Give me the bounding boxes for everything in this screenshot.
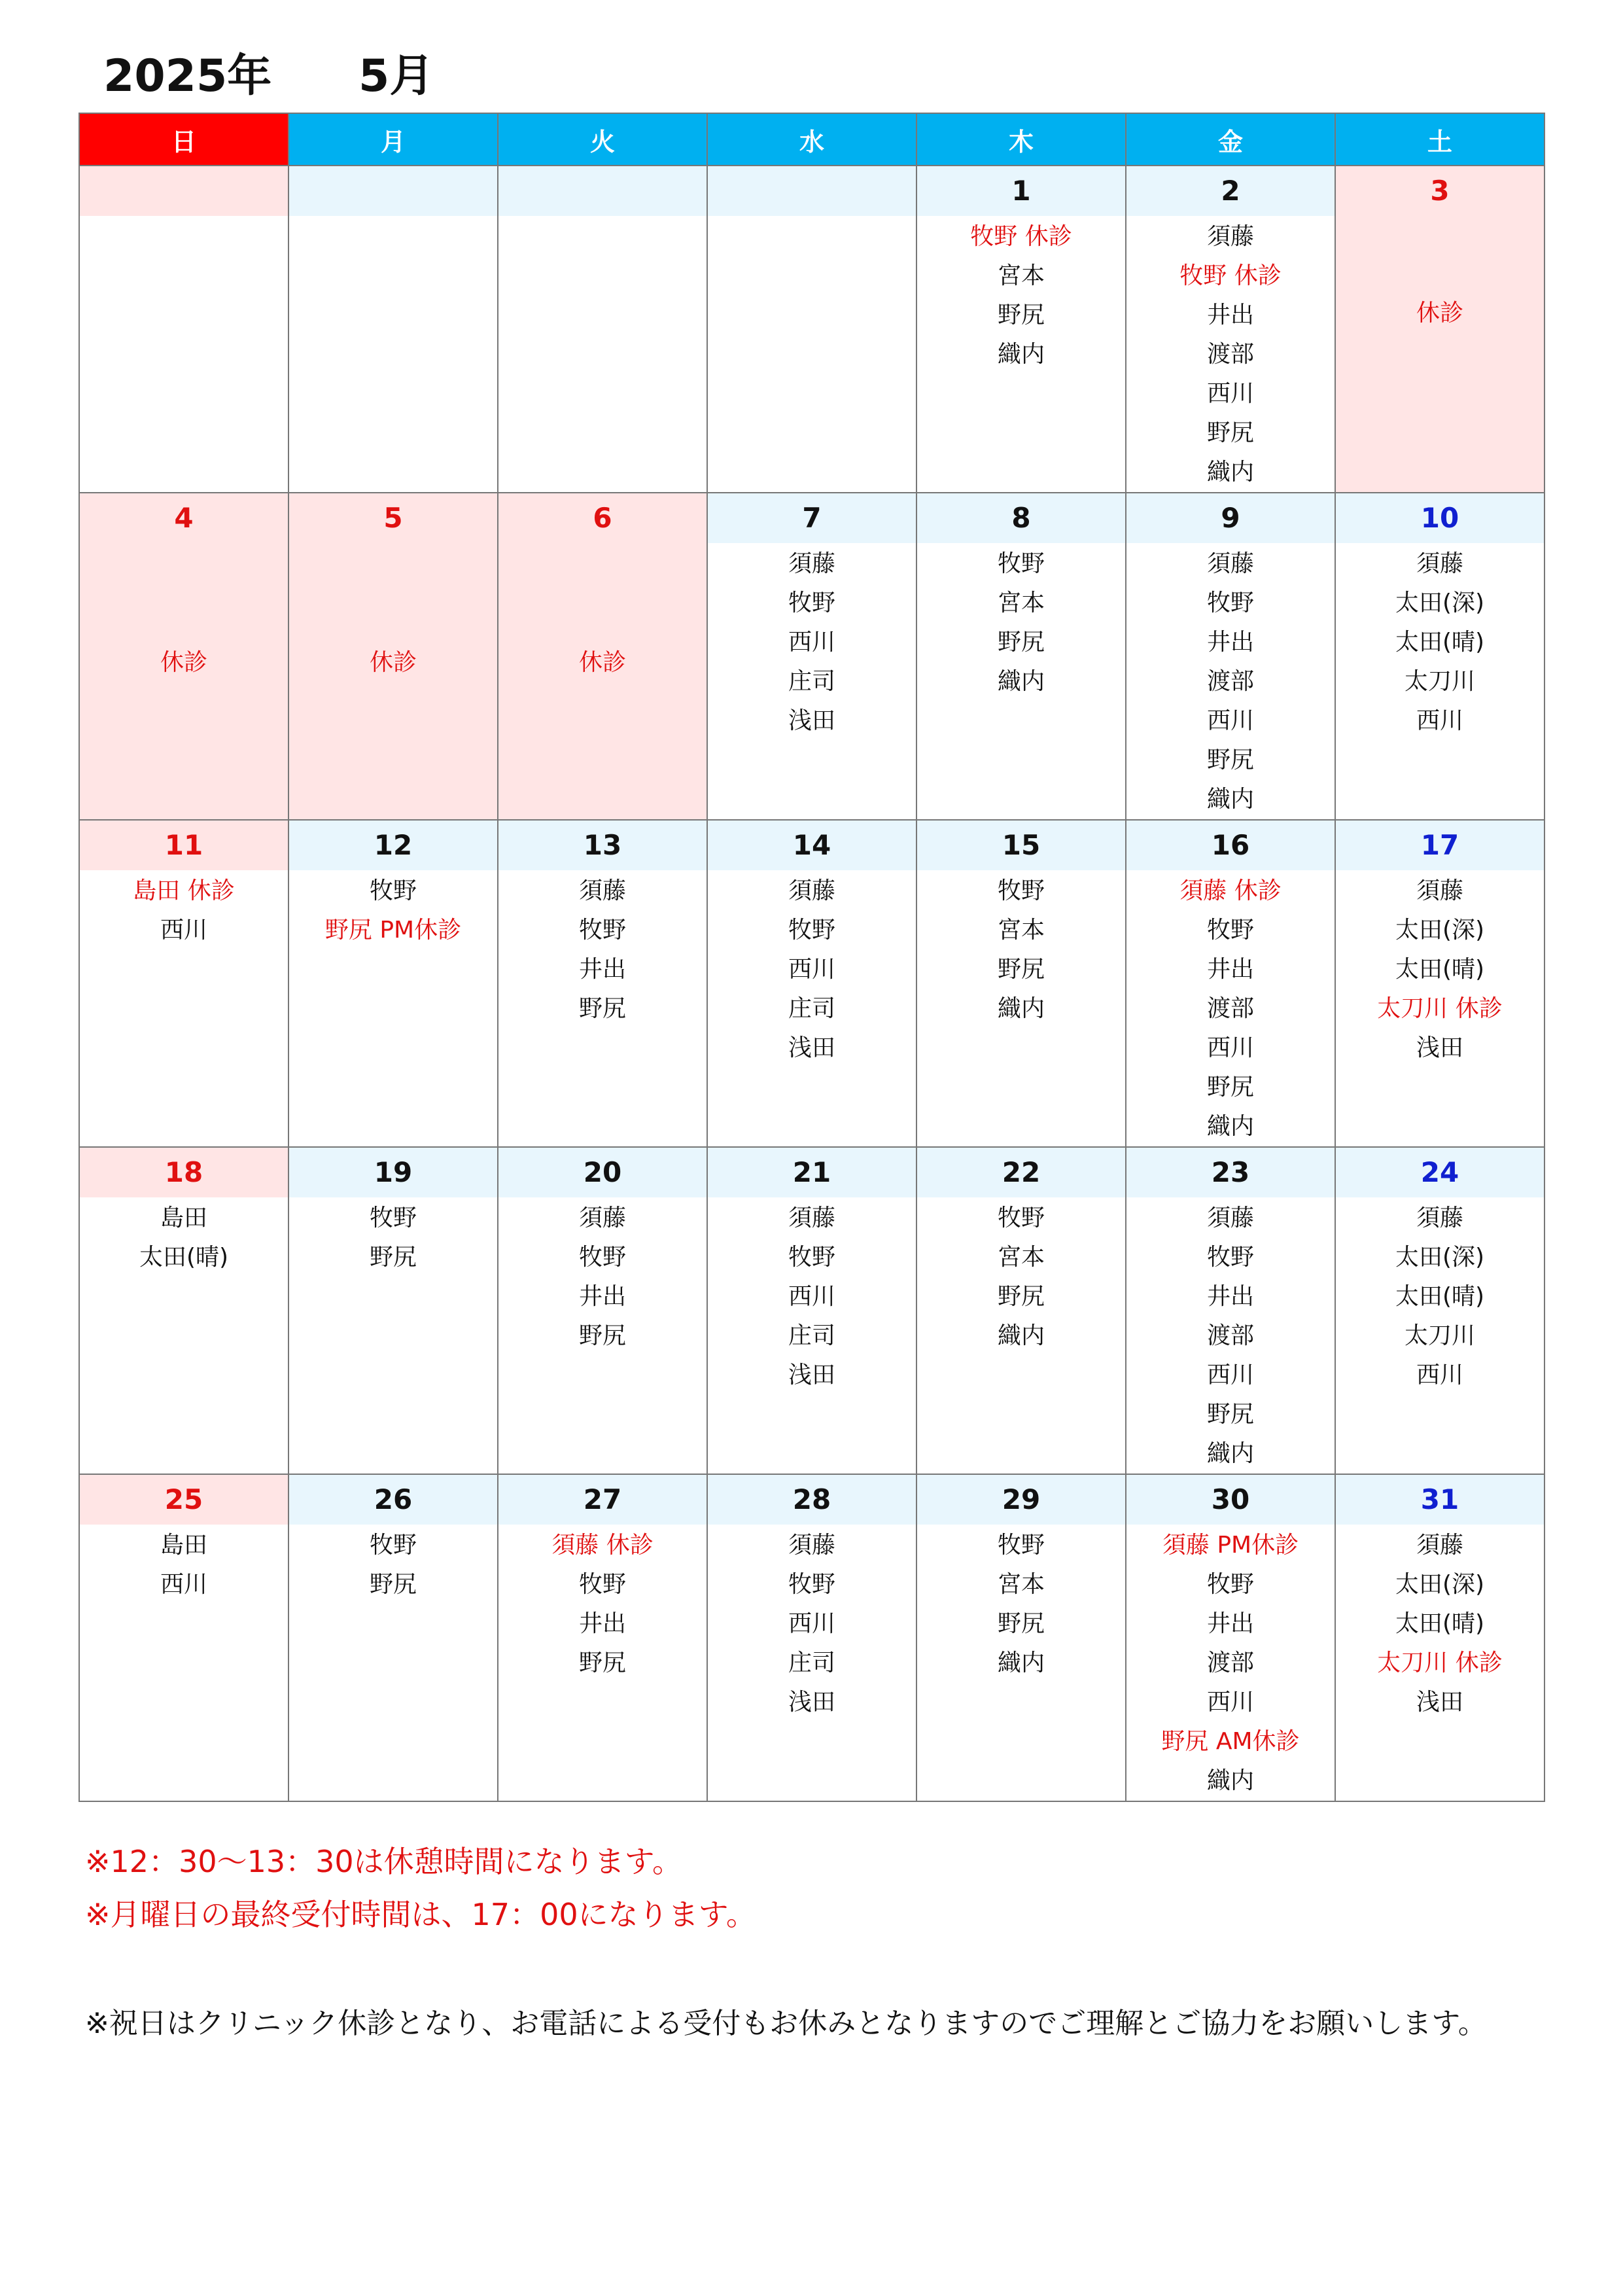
- day-number: 25: [80, 1475, 288, 1525]
- staff-closure-entry: 牧野 休診: [970, 223, 1072, 250]
- staff-entry: 野尻: [369, 1244, 417, 1271]
- staff-entry: 井出: [578, 1283, 626, 1310]
- day-number: 18: [80, 1148, 288, 1197]
- staff-entry: 井出: [1206, 629, 1254, 656]
- day-cell: [916, 1147, 1126, 1474]
- staff-entry: 宮本: [997, 1571, 1045, 1598]
- day-cell: [1335, 820, 1544, 1147]
- staff-closure-entry: 野尻 PM休診: [324, 917, 462, 944]
- calendar-table: [79, 113, 1545, 1802]
- staff-entry: 牧野: [788, 590, 835, 616]
- staff-entry: 太田(深): [1395, 1571, 1485, 1598]
- staff-entry: 牧野: [369, 1532, 417, 1559]
- staff-list: [80, 216, 288, 217]
- day-cell: [79, 1474, 288, 1801]
- staff-entry: 庄司: [788, 668, 835, 695]
- staff-entry: 牧野: [1206, 1244, 1254, 1271]
- staff-closure-entry: 野尻 AM休診: [1161, 1728, 1300, 1755]
- staff-list: [708, 870, 916, 1068]
- day-cell: [288, 1147, 498, 1474]
- staff-entry: 牧野: [788, 1244, 835, 1271]
- staff-list: [498, 1197, 707, 1356]
- calendar-week-row: [79, 166, 1544, 493]
- staff-entry: 庄司: [788, 1650, 835, 1676]
- staff-entry: 浅田: [1416, 1689, 1463, 1716]
- staff-entry: 西川: [1206, 1034, 1254, 1061]
- staff-entry: 西川: [1206, 1689, 1254, 1716]
- staff-list: [289, 1197, 497, 1277]
- day-number: [289, 166, 497, 216]
- staff-entry: 宮本: [997, 590, 1045, 616]
- calendar-week-row: [79, 493, 1544, 820]
- staff-entry: 織内: [1206, 786, 1254, 813]
- day-number: 2: [1126, 166, 1335, 216]
- staff-entry: 野尻: [997, 956, 1045, 983]
- staff-closure-entry: 須藤 休診: [1179, 877, 1282, 904]
- staff-list: [708, 1525, 916, 1722]
- weekday-thursday: 木: [916, 113, 1126, 166]
- staff-entry: 渡部: [1206, 341, 1254, 368]
- staff-entry: 野尻: [997, 629, 1045, 656]
- staff-entry: 太田(晴): [1395, 1610, 1485, 1637]
- staff-entry: 宮本: [997, 917, 1045, 944]
- day-cell: [498, 493, 707, 820]
- staff-entry: 太田(深): [1395, 590, 1485, 616]
- day-number: [708, 166, 916, 216]
- day-cell: [79, 1147, 288, 1474]
- staff-entry: 野尻: [1206, 1401, 1254, 1428]
- staff-entry: 野尻: [1206, 1074, 1254, 1101]
- staff-entry: 須藤: [788, 1205, 835, 1231]
- staff-entry: 須藤: [1206, 223, 1254, 250]
- day-number: 12: [289, 821, 497, 870]
- staff-entry: 牧野: [997, 550, 1045, 577]
- day-number: 27: [498, 1475, 707, 1525]
- day-cell: [1126, 1474, 1335, 1801]
- staff-list: [917, 543, 1125, 701]
- day-cell: [288, 493, 498, 820]
- day-cell: [288, 1474, 498, 1801]
- day-number: 5: [289, 493, 497, 543]
- note-monday-reception: ※月曜日の最終受付時間は、17：00になります。: [85, 1897, 756, 1932]
- staff-entry: 井出: [578, 1610, 626, 1637]
- day-cell: [707, 166, 916, 493]
- staff-closure-entry: 太刀川 休診: [1377, 995, 1503, 1022]
- staff-entry: 浅田: [1416, 1034, 1463, 1061]
- staff-closure-entry: 須藤 PM休診: [1162, 1532, 1299, 1559]
- staff-entry: 太田(晴): [1395, 956, 1485, 983]
- day-number: 9: [1126, 493, 1335, 543]
- day-cell: [1335, 493, 1544, 820]
- staff-list: [708, 543, 916, 741]
- closed-label: 休診: [160, 649, 207, 676]
- closed-label: 休診: [1416, 300, 1463, 327]
- staff-entry: 西川: [1416, 707, 1463, 734]
- day-number: 21: [708, 1148, 916, 1197]
- staff-entry: 織内: [997, 341, 1045, 368]
- staff-entry: 宮本: [997, 262, 1045, 289]
- staff-entry: 太田(晴): [1395, 629, 1485, 656]
- staff-entry: 牧野: [578, 1571, 626, 1598]
- day-number: 8: [917, 493, 1125, 543]
- staff-entry: 西川: [1206, 1362, 1254, 1388]
- day-cell: [79, 166, 288, 493]
- staff-entry: 島田: [160, 1532, 207, 1559]
- staff-entry: 宮本: [997, 1244, 1045, 1271]
- day-number: 17: [1336, 821, 1544, 870]
- staff-entry: 野尻: [578, 1650, 626, 1676]
- note-holiday-notice: ※祝日はクリニック休診となり、お電話による受付もお休みとなりますのでご理解とご協力をお願いします。: [85, 2007, 1487, 2040]
- day-number: 15: [917, 821, 1125, 870]
- staff-entry: 井出: [1206, 956, 1254, 983]
- day-number: 20: [498, 1148, 707, 1197]
- staff-list: [498, 1525, 707, 1683]
- weekday-tuesday: 火: [498, 113, 707, 166]
- staff-entry: 牧野: [578, 1244, 626, 1271]
- staff-entry: 須藤: [578, 1205, 626, 1231]
- staff-list: [917, 216, 1125, 374]
- staff-list: [1336, 1197, 1544, 1395]
- staff-entry: 渡部: [1206, 668, 1254, 695]
- day-cell: [498, 1474, 707, 1801]
- staff-entry: 須藤: [1416, 1205, 1463, 1231]
- day-cell: [1126, 166, 1335, 493]
- staff-entry: 野尻: [1206, 747, 1254, 773]
- staff-entry: 太田(晴): [1395, 1283, 1485, 1310]
- staff-entry: 浅田: [788, 707, 835, 734]
- staff-list: [1336, 870, 1544, 1068]
- staff-closure-entry: 須藤 休診: [551, 1532, 654, 1559]
- weekday-friday: 金: [1126, 113, 1335, 166]
- day-cell: [288, 820, 498, 1147]
- staff-list: [1126, 1197, 1335, 1474]
- day-cell: [498, 820, 707, 1147]
- staff-entry: 織内: [997, 995, 1045, 1022]
- closed-label: 休診: [578, 649, 626, 676]
- month-title: 5月: [358, 50, 434, 102]
- day-number: 10: [1336, 493, 1544, 543]
- day-cell: [916, 166, 1126, 493]
- day-number: 24: [1336, 1148, 1544, 1197]
- staff-entry: 牧野: [369, 877, 417, 904]
- staff-entry: 庄司: [788, 1322, 835, 1349]
- day-cell: [79, 493, 288, 820]
- staff-entry: 渡部: [1206, 1650, 1254, 1676]
- staff-entry: 西川: [160, 917, 207, 944]
- staff-list: [1126, 543, 1335, 819]
- day-cell: [1335, 1474, 1544, 1801]
- day-cell: [707, 820, 916, 1147]
- staff-list: [1126, 870, 1335, 1146]
- staff-entry: 織内: [997, 1650, 1045, 1676]
- day-number: 23: [1126, 1148, 1335, 1197]
- staff-entry: 野尻: [997, 1610, 1045, 1637]
- staff-entry: 太田(深): [1395, 917, 1485, 944]
- staff-list: [708, 1197, 916, 1395]
- staff-list: [80, 1197, 288, 1277]
- staff-entry: 西川: [1206, 707, 1254, 734]
- staff-list: [1336, 543, 1544, 741]
- staff-entry: 織内: [997, 1322, 1045, 1349]
- staff-entry: 須藤: [788, 550, 835, 577]
- weekday-sunday: 日: [79, 113, 288, 166]
- day-cell: [498, 1147, 707, 1474]
- day-number: 16: [1126, 821, 1335, 870]
- staff-entry: 井出: [1206, 302, 1254, 328]
- day-cell: [1335, 166, 1544, 493]
- staff-entry: 西川: [788, 1283, 835, 1310]
- staff-entry: 井出: [1206, 1610, 1254, 1637]
- day-number: 19: [289, 1148, 497, 1197]
- day-number: 30: [1126, 1475, 1335, 1525]
- day-number: 28: [708, 1475, 916, 1525]
- day-cell: [707, 1474, 916, 1801]
- staff-entry: 野尻: [578, 1322, 626, 1349]
- calendar-week-row: [79, 1147, 1544, 1474]
- staff-entry: 野尻: [997, 302, 1045, 328]
- staff-entry: 太田(深): [1395, 1244, 1485, 1271]
- staff-list: [289, 1525, 497, 1604]
- staff-entry: 織内: [1206, 1440, 1254, 1467]
- day-number: 29: [917, 1475, 1125, 1525]
- weekday-header-row: [79, 113, 1544, 166]
- day-number: [80, 166, 288, 216]
- staff-entry: 西川: [1206, 380, 1254, 407]
- staff-entry: 渡部: [1206, 1322, 1254, 1349]
- day-number: [498, 166, 707, 216]
- staff-entry: 牧野: [997, 877, 1045, 904]
- staff-entry: 島田: [160, 1205, 207, 1231]
- day-number: 26: [289, 1475, 497, 1525]
- staff-entry: 織内: [1206, 1767, 1254, 1794]
- day-number: 11: [80, 821, 288, 870]
- closed-label: 休診: [369, 649, 417, 676]
- staff-entry: 野尻: [578, 995, 626, 1022]
- day-number: 22: [917, 1148, 1125, 1197]
- staff-closure-entry: 牧野 休診: [1179, 262, 1282, 289]
- day-cell: [288, 166, 498, 493]
- staff-entry: 西川: [160, 1571, 207, 1598]
- staff-entry: 野尻: [369, 1571, 417, 1598]
- staff-entry: 牧野: [997, 1205, 1045, 1231]
- staff-list: [917, 870, 1125, 1029]
- staff-entry: 須藤: [1416, 1532, 1463, 1559]
- day-cell: [1126, 1147, 1335, 1474]
- day-number: 7: [708, 493, 916, 543]
- staff-list: [80, 870, 288, 950]
- staff-entry: 西川: [788, 1610, 835, 1637]
- staff-entry: 太刀川: [1404, 668, 1475, 695]
- staff-entry: 牧野: [369, 1205, 417, 1231]
- staff-entry: 牧野: [578, 917, 626, 944]
- staff-entry: 西川: [788, 629, 835, 656]
- staff-entry: 野尻: [1206, 419, 1254, 446]
- calendar-week-row: [79, 820, 1544, 1147]
- staff-list: [1126, 1525, 1335, 1801]
- weekday-saturday: 土: [1335, 113, 1544, 166]
- staff-entry: 須藤: [578, 877, 626, 904]
- weekday-wednesday: 水: [707, 113, 916, 166]
- day-number: 1: [917, 166, 1125, 216]
- day-number: 31: [1336, 1475, 1544, 1525]
- staff-entry: 井出: [578, 956, 626, 983]
- day-number: 13: [498, 821, 707, 870]
- staff-list: [80, 1525, 288, 1604]
- staff-entry: 庄司: [788, 995, 835, 1022]
- staff-entry: 須藤: [1416, 877, 1463, 904]
- staff-entry: 須藤: [1206, 1205, 1254, 1231]
- day-number: 14: [708, 821, 916, 870]
- staff-list: [498, 216, 707, 217]
- staff-list: [917, 1197, 1125, 1356]
- staff-entry: 牧野: [1206, 1571, 1254, 1598]
- staff-entry: 太刀川: [1404, 1322, 1475, 1349]
- staff-entry: 牧野: [997, 1532, 1045, 1559]
- day-cell: [916, 820, 1126, 1147]
- day-cell: [707, 493, 916, 820]
- staff-list: [708, 216, 916, 217]
- staff-entry: 浅田: [788, 1362, 835, 1388]
- day-cell: [1335, 1147, 1544, 1474]
- calendar-week-row: [79, 1474, 1544, 1801]
- staff-entry: 浅田: [788, 1034, 835, 1061]
- staff-entry: 西川: [1416, 1362, 1463, 1388]
- staff-entry: 織内: [997, 668, 1045, 695]
- staff-list: [289, 216, 497, 217]
- day-cell: [1126, 820, 1335, 1147]
- day-number: 4: [80, 493, 288, 543]
- staff-entry: 西川: [788, 956, 835, 983]
- staff-entry: 須藤: [1416, 550, 1463, 577]
- day-cell: [916, 493, 1126, 820]
- staff-list: [1126, 216, 1335, 492]
- day-cell: [79, 820, 288, 1147]
- weekday-monday: 月: [288, 113, 498, 166]
- day-number: 6: [498, 493, 707, 543]
- staff-closure-entry: 島田 休診: [133, 877, 235, 904]
- staff-entry: 太田(晴): [139, 1244, 229, 1271]
- day-cell: [1126, 493, 1335, 820]
- staff-entry: 浅田: [788, 1689, 835, 1716]
- staff-entry: 牧野: [1206, 917, 1254, 944]
- staff-entry: 牧野: [788, 917, 835, 944]
- day-number: 3: [1336, 166, 1544, 216]
- staff-list: [498, 870, 707, 1029]
- year-title: 2025年: [103, 50, 272, 102]
- staff-list: [289, 870, 497, 950]
- day-cell: [916, 1474, 1126, 1801]
- staff-entry: 井出: [1206, 1283, 1254, 1310]
- day-cell: [498, 166, 707, 493]
- staff-entry: 渡部: [1206, 995, 1254, 1022]
- staff-entry: 牧野: [1206, 590, 1254, 616]
- calendar-body: [79, 166, 1544, 1801]
- staff-closure-entry: 太刀川 休診: [1377, 1650, 1503, 1676]
- staff-entry: 野尻: [997, 1283, 1045, 1310]
- staff-entry: 須藤: [788, 1532, 835, 1559]
- staff-entry: 織内: [1206, 1113, 1254, 1140]
- note-break-time: ※12：30〜13：30は休憩時間になります。: [85, 1844, 682, 1879]
- day-cell: [707, 1147, 916, 1474]
- staff-entry: 須藤: [788, 877, 835, 904]
- staff-entry: 牧野: [788, 1571, 835, 1598]
- staff-entry: 織内: [1206, 459, 1254, 486]
- staff-entry: 須藤: [1206, 550, 1254, 577]
- staff-list: [917, 1525, 1125, 1683]
- staff-list: [1336, 1525, 1544, 1722]
